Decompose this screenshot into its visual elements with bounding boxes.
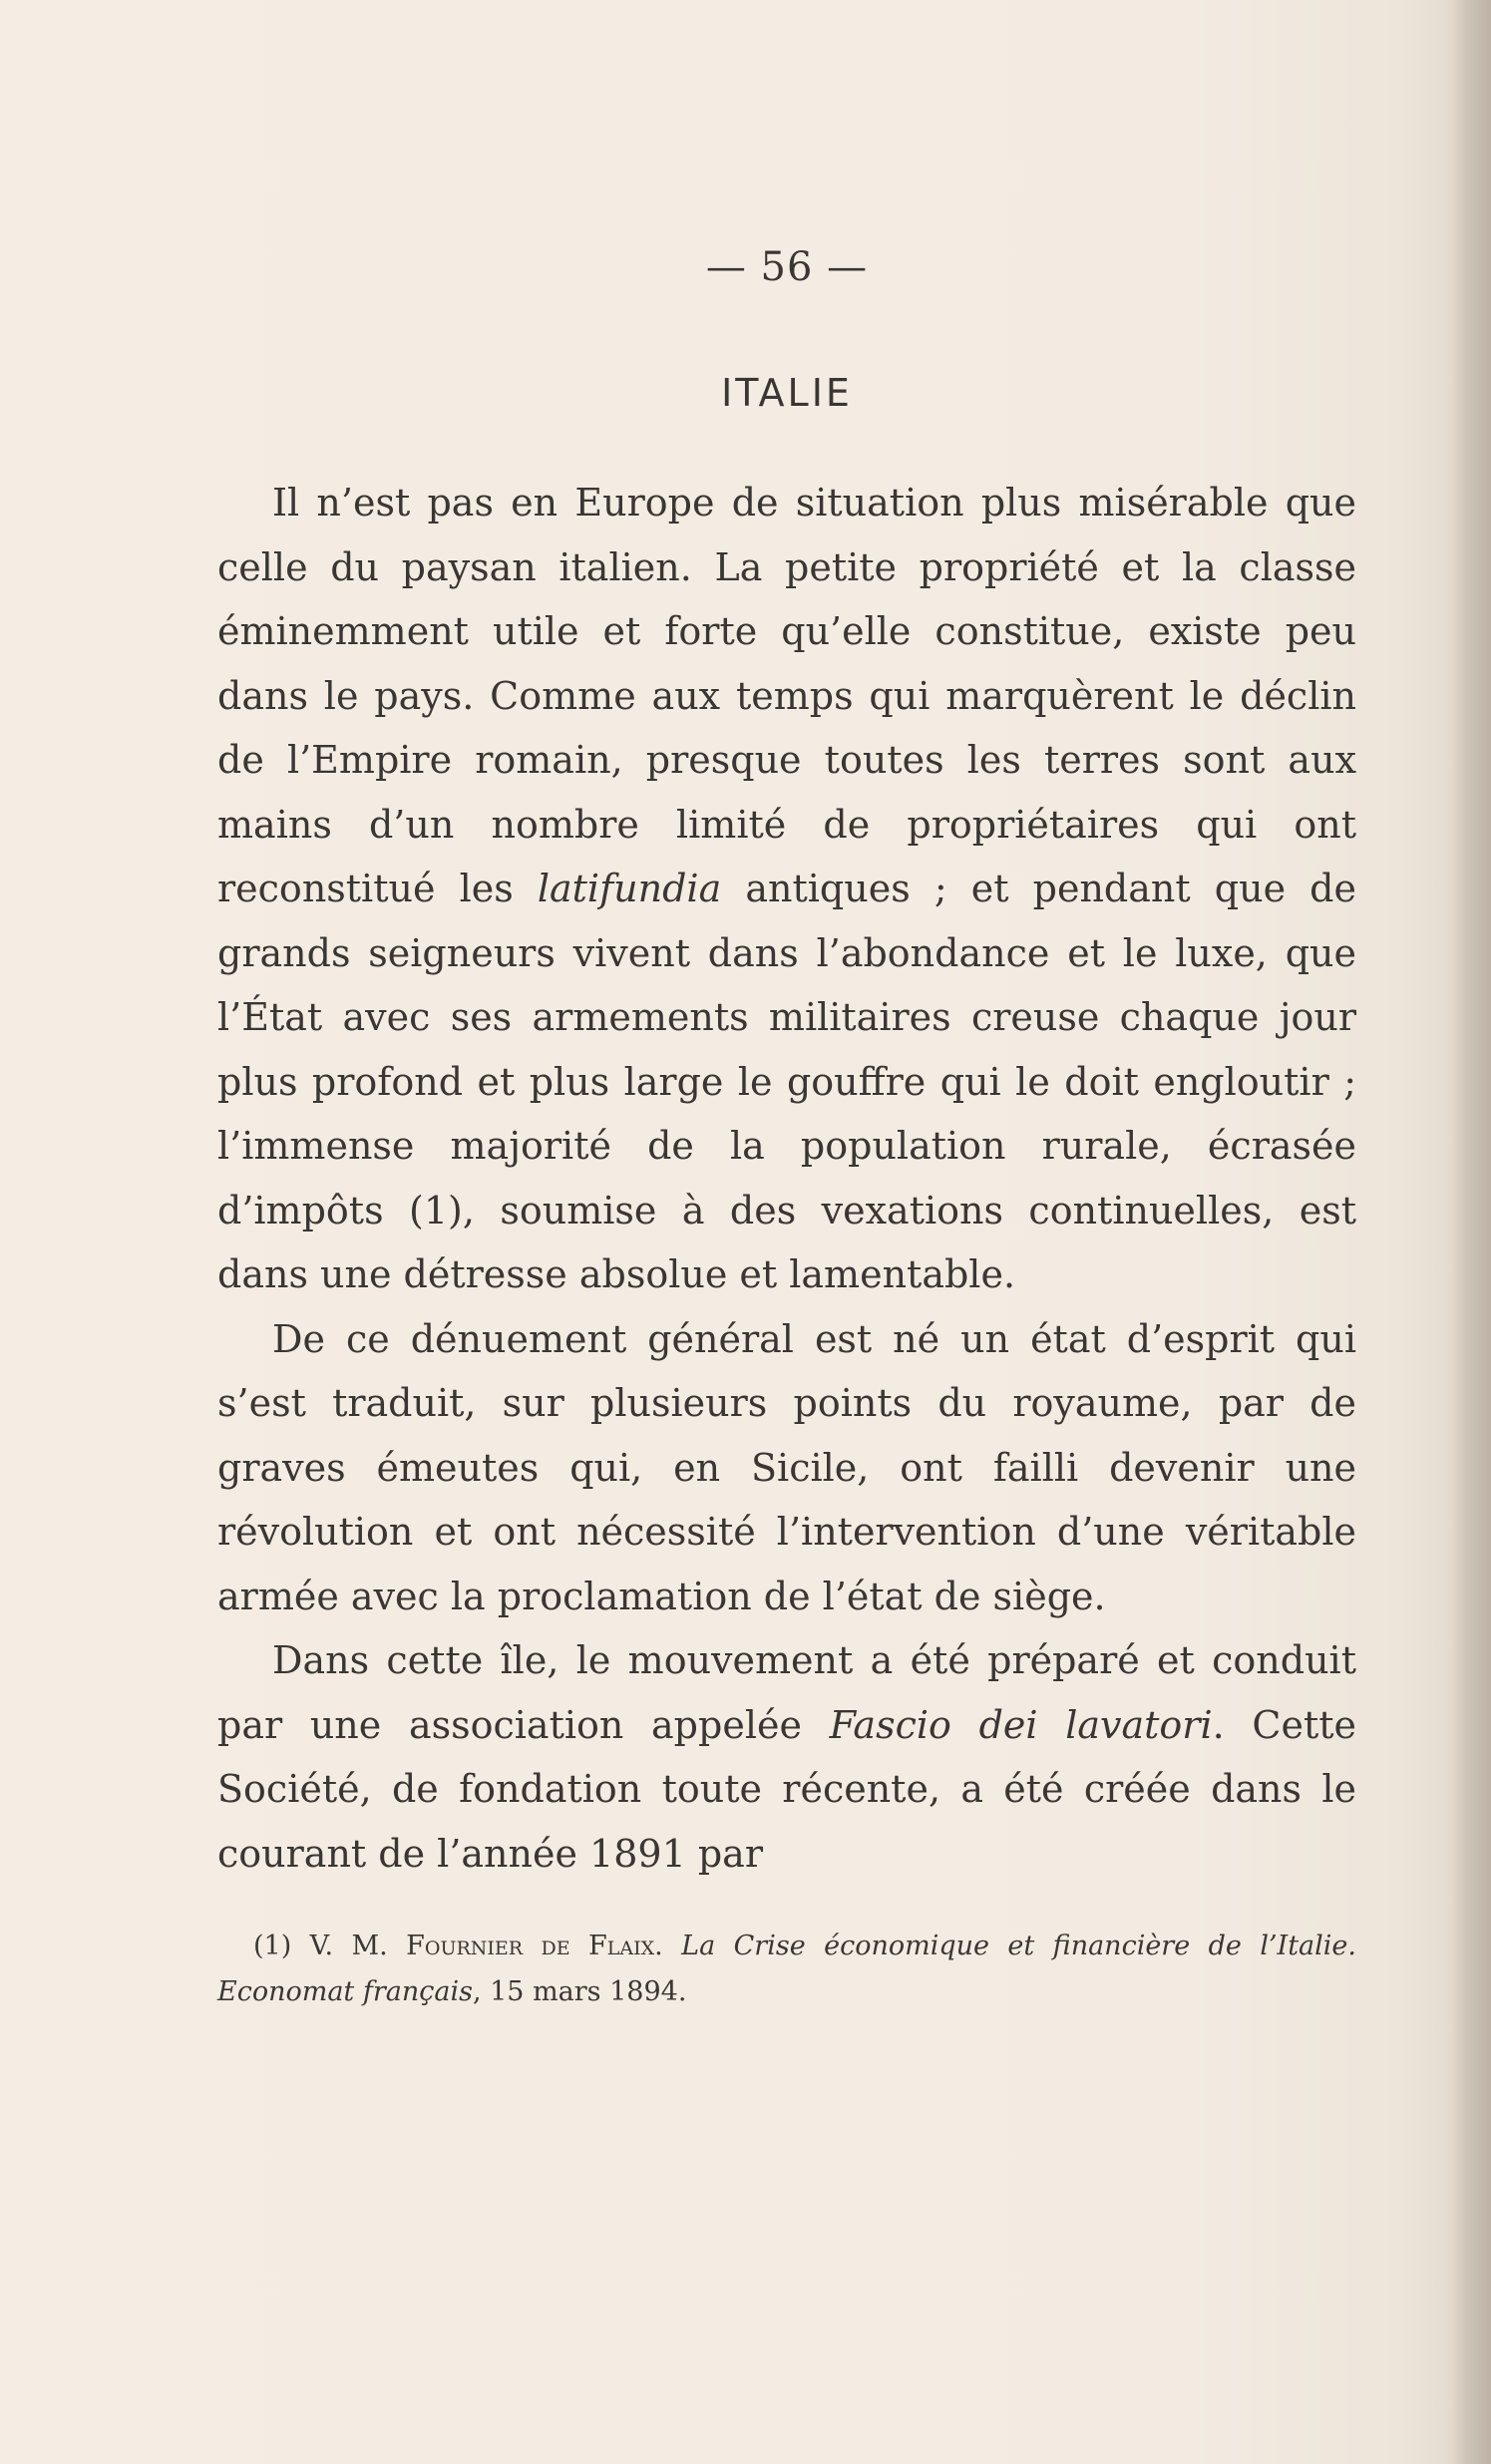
paragraph-2: De ce dénuement général est né un état d’esprit qui s’est traduit, sur plusieurs points du royaume, par de graves émeutes qui, en Sicile, ont failli devenir une révolution et ont nécessité l’intervention d’une véritable armée avec la proclamation de l’état de siège. <box>217 1316 1356 1618</box>
page-number: — 56 — <box>705 244 869 290</box>
page-content <box>217 239 1356 2015</box>
paragraph-3-italic-term: Fascio dei lavatori <box>829 1702 1213 1747</box>
footnote-author: Fournier de Flaix <box>406 1931 655 1961</box>
footnote-separator: . <box>654 1931 682 1961</box>
paragraph-1-text-a: Il n’est pas en Europe de situation plus misérable que celle du paysan italien. La petite propriété et la classe éminemment utile et forte qu’elle constitue, existe peu dans le pays. Comme aux temps qui marquèrent le déclin de l’Empire romain, presque toutes les terres sont aux mains d’un nombre limité de propriétaires qui ont reconstitué les <box>217 481 1356 910</box>
paragraph-3-text-a: Dans cette île, le mouvement a été préparé et conduit par une association appelée <box>217 1638 1356 1747</box>
section-title: ITALIE <box>721 371 853 415</box>
footnote <box>217 1924 1356 2015</box>
footnote-title: La Crise économique et financière de l’Italie. Economat français <box>217 1931 1356 2007</box>
footnote-marker: (1) V. M. <box>253 1931 407 1961</box>
page-gutter-shadow <box>1449 0 1491 2464</box>
paragraph-1-italic-term: latifundia <box>537 867 722 910</box>
paragraph-3-text-b: . Cette Société, de fondation toute récente, a été créée dans le courant de l’année 1891 par <box>217 1702 1356 1876</box>
paragraph-1-text-b: antiques ; et pendant que de grands seigneurs vivent dans l’abondance et le luxe, que l’État avec ses armements militaires creuse chaque jour plus profond et plus large le gouffre qui le doit engloutir ; l’immense majorité de la population rurale, écrasée d’impôts (1), soumise à des vexations continuelles, est dans une détresse absolue et lamentable. <box>217 867 1356 1296</box>
paragraph-1 <box>217 471 1356 1307</box>
paragraph-3 <box>217 1628 1356 1886</box>
body-text <box>217 471 1356 1886</box>
footnote-date: , 15 mars 1894. <box>472 1976 687 2007</box>
